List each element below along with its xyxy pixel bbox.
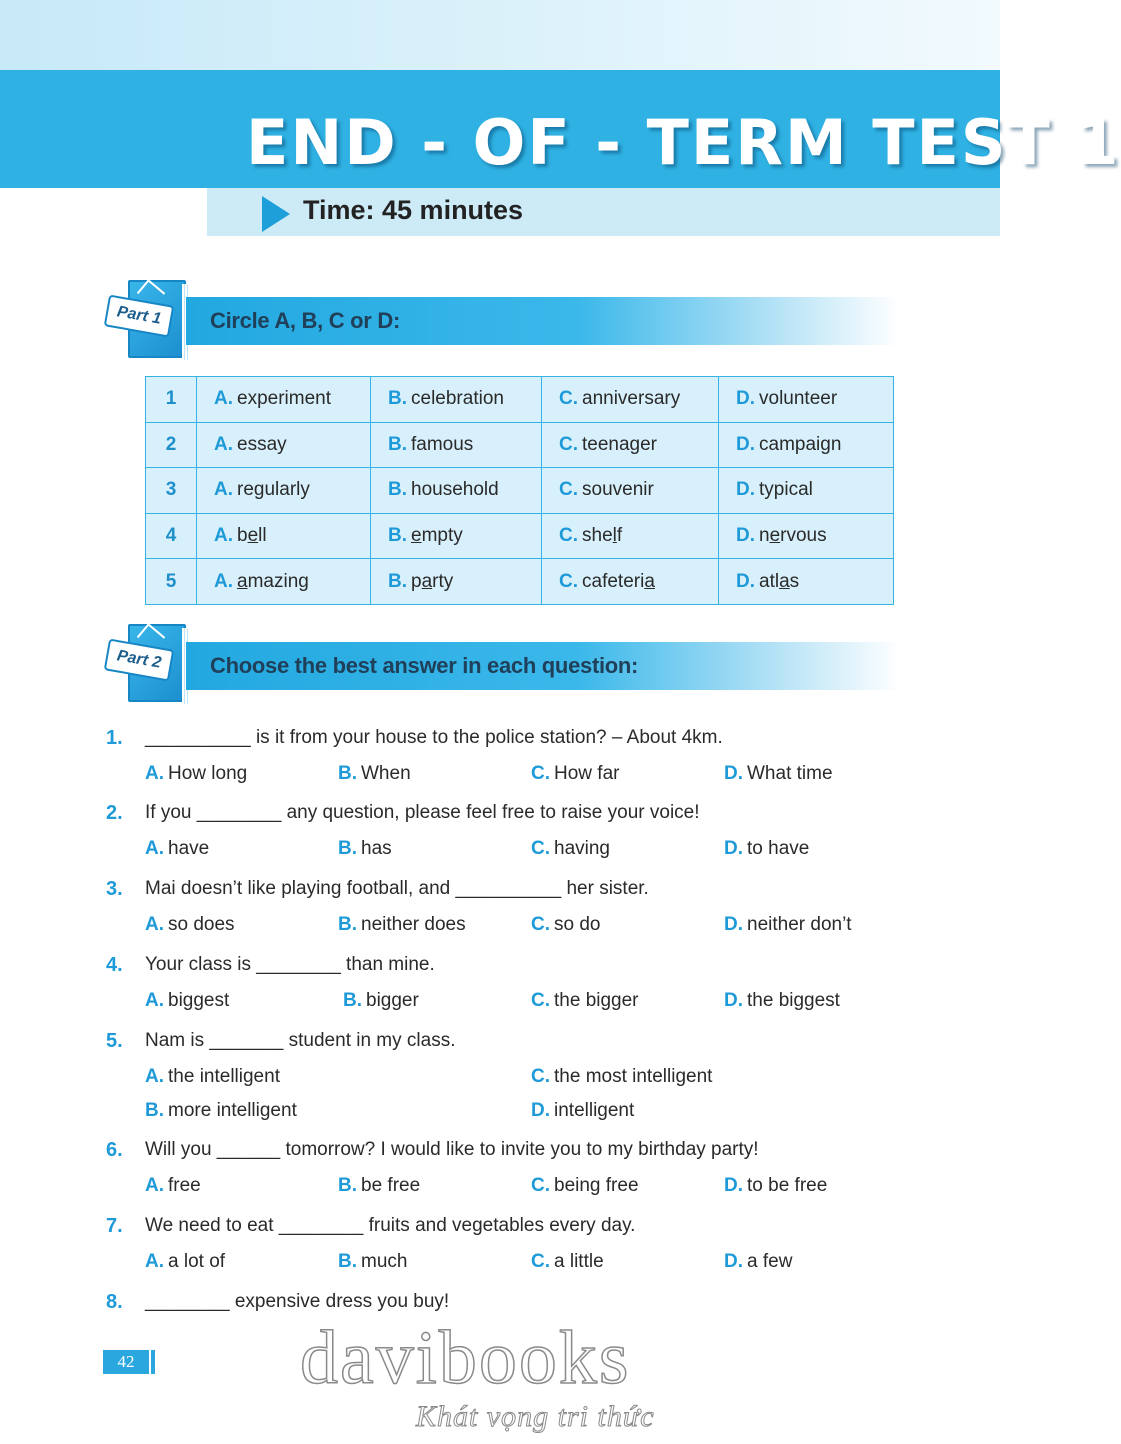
option-letter: B.	[388, 388, 407, 410]
title-band	[0, 70, 1121, 188]
question-number: 8.	[106, 1291, 123, 1313]
option-word: typical	[759, 479, 813, 501]
option-letter: B.	[338, 1251, 357, 1272]
option-letter: C.	[531, 838, 550, 859]
option-text: What time	[747, 763, 833, 784]
option-word: essay	[237, 433, 287, 455]
option-letter: D.	[736, 479, 755, 501]
option-letter: A.	[145, 990, 164, 1011]
time-limit: Time: 45 minutes	[303, 195, 524, 225]
option-cell-d[interactable]	[719, 513, 894, 559]
option-cell-a[interactable]	[197, 559, 371, 605]
question-stem: We need to eat ________ fruits and vegetables every day.	[145, 1215, 636, 1236]
table-row	[146, 422, 894, 468]
answer-option-d[interactable]	[724, 1251, 792, 1273]
option-cell-a[interactable]	[197, 513, 371, 559]
option-text: intelligent	[554, 1100, 635, 1121]
answer-option-a[interactable]	[145, 914, 235, 936]
answer-option-d[interactable]	[724, 763, 833, 785]
option-text: much	[361, 1251, 408, 1272]
option-letter: A.	[145, 838, 164, 859]
option-letter: B.	[388, 479, 407, 501]
answer-option-c[interactable]	[531, 1066, 712, 1088]
option-letter: C.	[531, 1251, 550, 1272]
question-number: 4.	[106, 954, 123, 976]
part2-tag: Part 2	[104, 639, 175, 682]
option-word: cafeteria	[582, 570, 655, 592]
option-letter: C.	[531, 763, 550, 784]
option-word: celebration	[411, 388, 504, 410]
option-letter: A.	[145, 1175, 164, 1196]
option-letter: C.	[559, 433, 578, 455]
option-letter: A.	[145, 1066, 164, 1087]
answer-option-b[interactable]	[145, 1100, 297, 1122]
table-row	[146, 468, 894, 514]
option-letter: D.	[736, 388, 755, 410]
option-letter: C.	[559, 479, 578, 501]
option-text: the intelligent	[168, 1066, 280, 1087]
option-letter: A.	[214, 388, 233, 410]
answer-option-c[interactable]	[531, 763, 619, 785]
option-text: a little	[554, 1251, 604, 1272]
book-icon	[104, 622, 192, 706]
question-stem: If you ________ any question, please feel free to raise your voice!	[145, 802, 700, 823]
answer-option-a[interactable]	[145, 990, 229, 1012]
option-text: biggest	[168, 990, 230, 1011]
part2-instruction: Choose the best answer in each question:	[210, 653, 639, 678]
option-cell-c[interactable]	[542, 513, 719, 559]
option-cell-c[interactable]	[542, 377, 719, 423]
option-cell-b[interactable]	[371, 559, 542, 605]
part1-bar	[186, 297, 900, 345]
option-letter: C.	[559, 525, 578, 547]
option-word: empty	[411, 525, 463, 547]
part1-instruction: Circle A, B, C or D:	[210, 308, 400, 333]
option-letter: D.	[724, 1175, 743, 1196]
option-cell-b[interactable]	[371, 468, 542, 514]
page-number-bar	[151, 1350, 155, 1374]
option-word: souvenir	[582, 479, 654, 501]
option-cell-d[interactable]	[719, 468, 894, 514]
question-number: 5.	[106, 1030, 123, 1052]
answer-option-a[interactable]	[145, 763, 247, 785]
option-word: anniversary	[582, 388, 681, 410]
option-letter: A.	[145, 914, 164, 935]
question-number: 7.	[106, 1215, 123, 1237]
option-word: amazing	[237, 570, 309, 592]
option-letter: B.	[338, 914, 357, 935]
option-text: have	[168, 838, 210, 859]
option-cell-c[interactable]	[542, 422, 719, 468]
option-letter: C.	[531, 914, 550, 935]
answer-option-b[interactable]	[338, 1175, 420, 1197]
answer-option-c[interactable]	[531, 914, 600, 936]
option-letter: B.	[145, 1100, 164, 1121]
answer-option-d[interactable]	[724, 990, 840, 1012]
option-letter: A.	[145, 763, 164, 784]
option-word: famous	[411, 433, 474, 455]
option-letter: B.	[388, 570, 407, 592]
question-stem: Nam is _______ student in my class.	[145, 1030, 456, 1051]
question-stem: __________ is it from your house to the police station? – About 4km.	[145, 727, 723, 748]
option-letter: D.	[736, 433, 755, 455]
option-text: neither don’t	[747, 914, 852, 935]
option-word: household	[411, 479, 499, 501]
option-cell-b[interactable]	[371, 422, 542, 468]
option-text: being free	[554, 1175, 639, 1196]
option-text: free	[168, 1175, 201, 1196]
option-cell-d[interactable]	[719, 559, 894, 605]
option-cell-d[interactable]	[719, 422, 894, 468]
table-row	[146, 559, 894, 605]
option-text: a lot of	[168, 1251, 226, 1272]
option-cell-c[interactable]	[542, 559, 719, 605]
answer-option-b[interactable]	[343, 990, 419, 1012]
option-cell-c[interactable]	[542, 468, 719, 514]
play-arrow-icon	[262, 196, 290, 232]
row-number: 2	[146, 422, 197, 468]
answer-option-c[interactable]	[531, 990, 639, 1012]
answer-option-c[interactable]	[531, 1175, 639, 1197]
option-text: the most intelligent	[554, 1066, 713, 1087]
option-letter: C.	[559, 570, 578, 592]
answer-option-d[interactable]	[531, 1100, 634, 1122]
option-text: How long	[168, 763, 248, 784]
question-stem: ________ expensive dress you buy!	[145, 1291, 450, 1312]
option-letter: D.	[724, 1251, 743, 1272]
part1-table	[145, 376, 894, 605]
option-letter: A.	[214, 525, 233, 547]
option-word: shelf	[582, 525, 623, 547]
option-text: When	[361, 763, 411, 784]
option-text: a few	[747, 1251, 793, 1272]
answer-option-d[interactable]	[724, 914, 852, 936]
row-number: 3	[146, 468, 197, 514]
answer-option-b[interactable]	[338, 838, 392, 860]
option-word: regularly	[237, 479, 310, 501]
row-number: 5	[146, 559, 197, 605]
option-text: How far	[554, 763, 620, 784]
option-letter: B.	[343, 990, 362, 1011]
option-text: the biggest	[747, 990, 840, 1011]
question-number: 2.	[106, 802, 123, 824]
option-text: the bigger	[554, 990, 639, 1011]
option-text: to be free	[747, 1175, 828, 1196]
answer-option-c[interactable]	[531, 838, 610, 860]
option-letter: D.	[724, 838, 743, 859]
option-cell-d[interactable]	[719, 377, 894, 423]
part2-bar	[186, 642, 900, 690]
option-cell-b[interactable]	[371, 377, 542, 423]
option-letter: B.	[338, 763, 357, 784]
answer-option-d[interactable]	[724, 838, 809, 860]
option-word: volunteer	[759, 388, 838, 410]
option-cell-a[interactable]	[197, 377, 371, 423]
table-row	[146, 513, 894, 559]
option-letter: D.	[736, 570, 755, 592]
option-text: so do	[554, 914, 601, 935]
option-letter: B.	[338, 1175, 357, 1196]
watermark: davibooks	[300, 1316, 631, 1400]
option-word: nervous	[759, 525, 827, 547]
answer-option-a[interactable]	[145, 838, 209, 860]
book-icon	[104, 278, 192, 362]
answer-option-b[interactable]	[338, 763, 411, 785]
row-number: 4	[146, 513, 197, 559]
answer-option-a[interactable]	[145, 1175, 201, 1197]
option-cell-a[interactable]	[197, 468, 371, 514]
option-word: experiment	[237, 388, 331, 410]
table-row	[146, 377, 894, 423]
option-text: has	[361, 838, 392, 859]
question-stem: Your class is ________ than mine.	[145, 954, 435, 975]
option-text: be free	[361, 1175, 421, 1196]
question-number: 3.	[106, 878, 123, 900]
option-text: so does	[168, 914, 235, 935]
option-cell-a[interactable]	[197, 422, 371, 468]
option-letter: D.	[724, 763, 743, 784]
option-cell-b[interactable]	[371, 513, 542, 559]
question-number: 1.	[106, 727, 123, 749]
option-text: having	[554, 838, 610, 859]
option-letter: B.	[338, 838, 357, 859]
option-letter: A.	[214, 433, 233, 455]
answer-option-b[interactable]	[338, 1251, 407, 1273]
answer-option-c[interactable]	[531, 1251, 604, 1273]
option-letter: C.	[531, 1066, 550, 1087]
watermark-slogan: Khát vọng tri thức	[416, 1400, 655, 1433]
option-word: atlas	[759, 570, 800, 592]
row-number: 1	[146, 377, 197, 423]
question-stem: Will you ______ tomorrow? I would like to invite you to my birthday party!	[145, 1139, 759, 1160]
option-letter: C.	[531, 1175, 550, 1196]
top-strip	[0, 0, 1000, 70]
option-word: bell	[237, 525, 267, 547]
answer-option-a[interactable]	[145, 1066, 280, 1088]
option-text: bigger	[366, 990, 419, 1011]
time-band	[207, 188, 1000, 236]
option-text: more intelligent	[168, 1100, 297, 1121]
option-letter: C.	[559, 388, 578, 410]
option-text: to have	[747, 838, 810, 859]
option-word: teenager	[582, 433, 658, 455]
answer-option-d[interactable]	[724, 1175, 827, 1197]
option-word: party	[411, 570, 454, 592]
option-letter: C.	[531, 990, 550, 1011]
option-word: campaign	[759, 433, 842, 455]
option-letter: D.	[736, 525, 755, 547]
page-number: 42	[103, 1350, 149, 1374]
option-letter: B.	[388, 525, 407, 547]
question-stem: Mai doesn’t like playing football, and __________ her sister.	[145, 878, 649, 899]
option-letter: B.	[388, 433, 407, 455]
option-letter: D.	[724, 914, 743, 935]
option-text: neither does	[361, 914, 466, 935]
option-letter: D.	[531, 1100, 550, 1121]
option-letter: A.	[145, 1251, 164, 1272]
answer-option-b[interactable]	[338, 914, 466, 936]
question-number: 6.	[106, 1139, 123, 1161]
option-letter: A.	[214, 479, 233, 501]
answer-option-a[interactable]	[145, 1251, 225, 1273]
part1-tag: Part 1	[104, 295, 175, 338]
option-letter: D.	[724, 990, 743, 1011]
option-letter: A.	[214, 570, 233, 592]
page-title: END - OF - TERM TEST 1	[246, 106, 1121, 179]
